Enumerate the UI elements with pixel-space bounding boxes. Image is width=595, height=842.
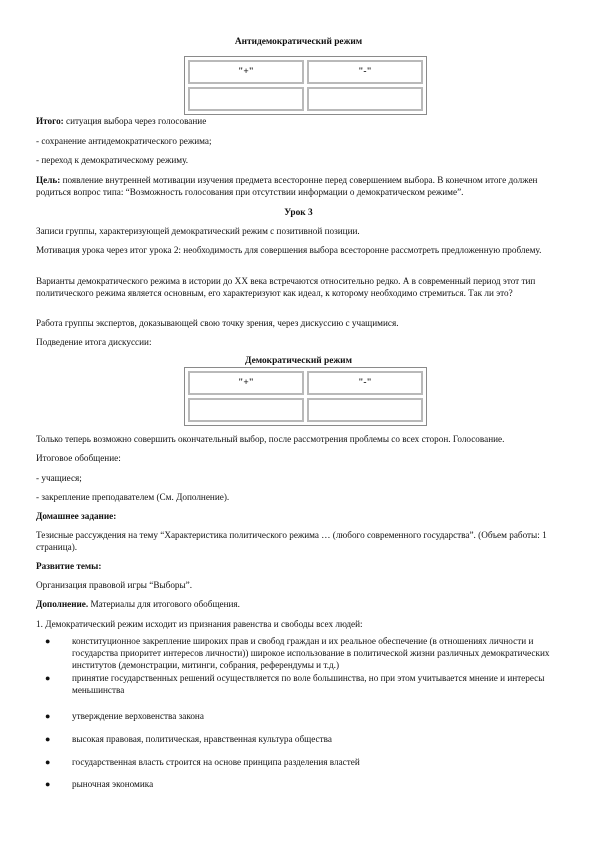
paragraph: Варианты демократического режима в истории до XX века встречаются относительно редко. А в современный период этот тип политического режима является основным, его характеризуют как идеал, к которому необходимо стремиться. Так ли это? [36, 276, 536, 298]
paragraph: Работа группы экспертов, доказывающей свою точку зрения, через дискуссию с учащимися. [36, 318, 399, 328]
plus-empty-cell [188, 398, 304, 422]
minus-header-cell: "-" [307, 371, 423, 395]
bullet-list [36, 711, 561, 723]
minus-empty-cell [307, 398, 423, 422]
addition-paragraph [36, 599, 561, 611]
list-item-text: высокая правовая, политическая, нравственная культура общества [72, 734, 332, 744]
list-line: - закрепление преподавателем (См. Дополнение). [36, 492, 230, 502]
paragraph: Итоговое обобщение: [36, 453, 121, 463]
list-item-text: рыночная экономика [72, 779, 154, 789]
list-item [36, 711, 561, 723]
homework-label: Домашнее задание: [36, 511, 117, 521]
bullet-list [36, 673, 561, 697]
list-item-text: государственная власть строится на основе принципа разделения властей [72, 757, 360, 767]
paragraph: 1. Демократический режим исходит из признания равенства и свободы всех людей: [36, 619, 363, 629]
goal-text: появление внутренней мотивации изучения предмета всесторонне перед совершением выбора. В конечном итоге должен родиться вопрос типа: “Возможность голосования при отсутствии информации о демократическом режиме”. [36, 175, 538, 197]
minus-header-cell: "-" [307, 60, 423, 84]
bullet-list [36, 779, 561, 791]
paragraph: Тезисные рассуждения на тему “Характеристика политического режима … (любого современного государства”. (Объем работы: 1 страница). [36, 530, 547, 552]
plus-empty-cell [188, 87, 304, 111]
list-line: - переход к демократическому режиму. [36, 155, 189, 165]
bullet-icon: ● [45, 673, 51, 683]
heading-lesson-3: Урок 3 [284, 208, 313, 218]
list-item [36, 673, 561, 697]
itogo-text: ситуация выбора через голосование [63, 116, 207, 126]
bullet-list [36, 636, 561, 672]
bullet-icon: ● [45, 779, 51, 789]
list-item-text: утверждение верховенства закона [72, 711, 204, 721]
addition-text: Материалы для итогового обобщения. [88, 599, 240, 609]
list-item-text: конституционное закрепление широких прав и свобод граждан и их реальное обеспечение (в отношениях личности и государства приоритет интересов личности)) широкое использование в политической жизни различных демократических институтов (демонстрации, митинги, собрания, референдумы и т.д.) [72, 636, 550, 670]
list-line: - сохранение антидемократического режима; [36, 136, 212, 146]
list-item-text: принятие государственных решений осуществляется по воле большинства, но при этом учитывается мнение и интересы меньшинства [72, 673, 545, 695]
paragraph: Организация правовой игры “Выборы”. [36, 580, 193, 590]
bullet-list [36, 734, 561, 746]
democratic-table [184, 367, 427, 426]
list-item [36, 636, 561, 672]
plus-header-cell: "+" [188, 60, 304, 84]
bullet-icon: ● [45, 636, 51, 646]
list-item [36, 779, 561, 791]
bullet-list [36, 757, 561, 769]
list-item [36, 734, 561, 746]
plus-header-cell: "+" [188, 371, 304, 395]
heading-democratic: Демократический режим [245, 356, 352, 366]
bullet-icon: ● [45, 757, 51, 767]
addition-label: Дополнение. [36, 599, 89, 609]
goal-paragraph [36, 175, 561, 199]
list-line: - учащиеся; [36, 473, 82, 483]
development-label: Развитие темы: [36, 561, 102, 571]
heading-antidemocratic: Антидемократический режим [234, 37, 363, 47]
paragraph: Подведение итога дискуссии: [36, 337, 152, 347]
antidemocratic-table [184, 56, 427, 115]
paragraph: Только теперь возможно совершить окончательный выбор, после рассмотрения проблемы со всех сторон. Голосование. [36, 434, 505, 444]
bullet-icon: ● [45, 711, 51, 721]
itogo-label: Итого: [36, 116, 64, 126]
paragraph: Записи группы, характеризующей демократический режим с позитивной позиции. [36, 226, 360, 236]
goal-label: Цель: [36, 175, 61, 185]
list-item [36, 757, 561, 769]
bullet-icon: ● [45, 734, 51, 744]
minus-empty-cell [307, 87, 423, 111]
itogo-paragraph [36, 116, 561, 128]
paragraph: Мотивация урока через итог урока 2: необходимость для совершения выбора всесторонне рассмотреть предложенную проблему. [36, 245, 542, 255]
